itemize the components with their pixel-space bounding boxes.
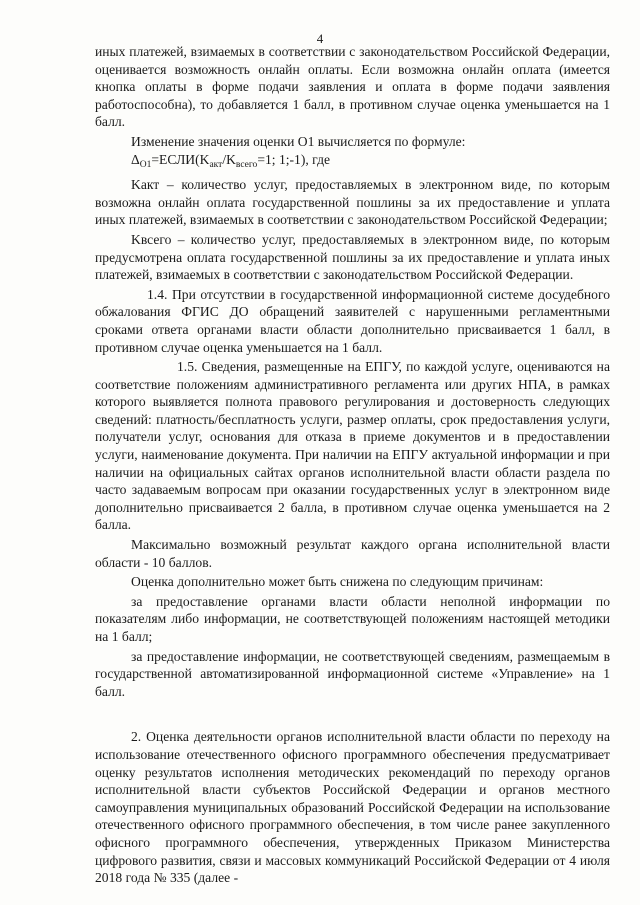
page-number: 4 — [316, 31, 324, 46]
paragraph-reduction-1: за предоставление органами власти области неполной информации по показателям либо информации, не соответствующей положениям настоящей методики на 1 балл; — [95, 593, 610, 644]
paragraph-1-4: 1.4. При отсутствии в государственной информационной системе досудебного обжалования ФГИС ДО обращений заявителей с нарушенными регламентными сроками ответа органами власти области дополнительно присваивается 1 балл, в противном случае оценка уменьшается на 1 балл. — [95, 286, 610, 355]
formula-sub-vsego: всего — [235, 159, 258, 170]
paragraph-k-vsego: Kвсего – количество услуг, предоставляемых в электронном виде, по которым предусмотрена оплата государственной пошлины за их предоставление и уплата иных платежей, взимаемых в соответствии с законодательством Российской Федерации. — [95, 231, 610, 283]
paragraph-reduction-intro: Оценка дополнительно может быть снижена по следующим причинам: — [131, 574, 544, 590]
formula-expr-c: =1; 1;-1), где — [257, 151, 331, 167]
formula-delta: Δ — [131, 151, 140, 167]
paragraph-formula-intro: Изменение значения оценки О1 вычисляется по формуле: — [131, 133, 466, 149]
paragraph-payment-online: иных платежей, взимаемых в соответствии с законодательством Российской Федерации, оценивается возможность онлайн оплаты. Если возможна онлайн оплата (имеется кнопка оплаты в форме подачи заявления и оплата в форме подачи заявления работоспособна), то добавляется 1 балл, в противном случае оценка уменьшается на 1 балл. — [95, 44, 610, 130]
paragraph-k-akt: Kакт – количество услуг, предоставляемых в электронном виде, по которым возможна онлайн оплата государственной пошлины за их предоставление и уплата иных платежей, взимаемых в соответствии с законодательством Российской Федерации; — [95, 177, 610, 228]
paragraph-1-5: 1.5. Сведения, размещенные на ЕПГУ, по каждой услуге, оцениваются на соответствие положениям административного регламента или других НПА, в рамках которого выявляется полнота правового регулирования и достоверность следующих сведений: платность/бесплатность услуги, размер оплаты, срок предоставления услуги, получатели услуг, основания для отказа в приеме документов и в предоставлении услуги, наименование документа. При наличии на ЕПГУ актуальной информации и при наличии на официальных сайтах органов исполнительной власти области раздела по часто задаваемым вопросам при оказании государственных услуг в электронном виде дополнительно присваивается 2 балла, в противном случае оценка уменьшается на 2 балла. — [95, 359, 610, 533]
document-body — [95, 43, 610, 887]
paragraph-reduction-2: за предоставление информации, не соответствующей сведениям, размещаемым в государственной автоматизированной информационной системе «Управление» на 1 балл. — [95, 648, 610, 699]
formula-expr-b: /K — [222, 151, 236, 167]
paragraph-max-result: Максимально возможный результат каждого органа исполнительной власти области - 10 баллов. — [95, 537, 610, 570]
paragraph-section-2: 2. Оценка деятельности органов исполнительной власти области по переходу на использование отечественного офисного программного обеспечения предусматривает оценку результатов исполнения методических рекомендаций по переходу органов исполнительной власти субъектов Российской Федерации и органов местного самоуправления муниципальных образований Российской Федерации на использование отечественного офисного программного обеспечения, в том числе ранее закупленного офисного программного обеспечения, утвержденных Приказом Министерства цифрового развития, связи и массовых коммуникаций Российской Федерации от 4 июля 2018 года № 335 (далее - — [95, 729, 610, 886]
formula-line — [95, 151, 610, 175]
formula-expr-a: =ЕСЛИ(K — [151, 151, 210, 167]
formula-sub-akt: акт — [209, 159, 223, 170]
formula-delta-sub: О1 — [139, 159, 152, 170]
